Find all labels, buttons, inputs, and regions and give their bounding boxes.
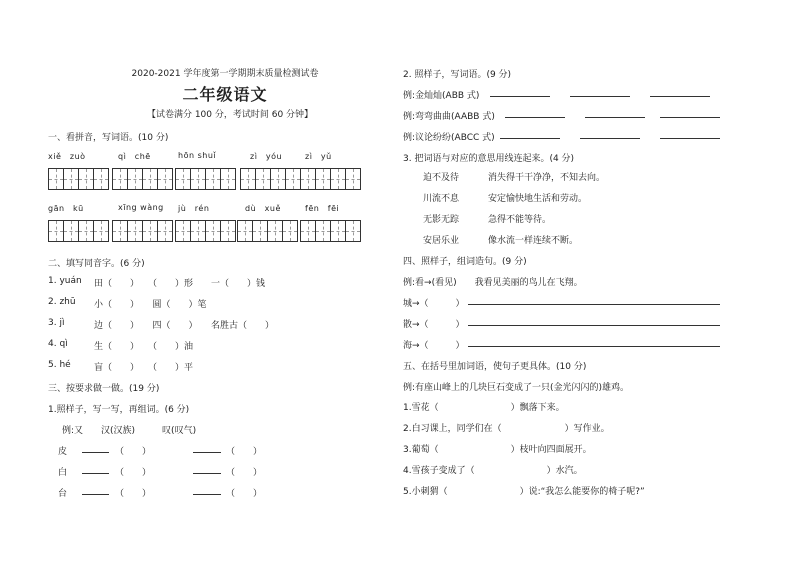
q2-example-1: 例:金灿灿(ABB 式) xyxy=(403,91,480,101)
exam-title: 二年级语文 xyxy=(182,85,268,104)
answer-blank[interactable] xyxy=(490,96,550,97)
homophone-label-1: 1. yuán xyxy=(48,276,82,286)
question1-title: 1.照样子，写一写，再组词。(6 分) xyxy=(48,405,190,415)
s4-item-1[interactable]: 城→（ ） xyxy=(403,299,465,309)
paren-blank[interactable]: （ ） xyxy=(115,489,152,499)
writing-grid[interactable] xyxy=(300,220,361,242)
pinyin-9: dù xuě xyxy=(245,204,281,213)
homophone-row-1[interactable]: 田（ ） （ ）形 一（ ）钱 xyxy=(94,279,266,289)
homophone-row-4[interactable]: 生（ ） （ ）油 xyxy=(94,342,194,352)
pinyin-7: xīng wàng xyxy=(118,203,164,212)
s5-example: 例:有座山峰上的几块巨石变成了一只(金光闪闪的)雄鸡。 xyxy=(403,383,630,393)
meaning-3[interactable]: 急得不能等待。 xyxy=(488,215,552,225)
answer-blank[interactable] xyxy=(660,138,720,139)
sentence-line[interactable] xyxy=(468,346,720,347)
answer-blank[interactable] xyxy=(650,96,710,97)
pinyin-2: qì chē xyxy=(118,152,151,161)
writing-grid[interactable] xyxy=(48,220,109,242)
idiom-4[interactable]: 安居乐业 xyxy=(423,236,460,246)
paren-blank[interactable]: （ ） xyxy=(115,468,152,478)
answer-blank[interactable] xyxy=(82,494,109,495)
homophone-label-5: 5. hé xyxy=(48,360,71,370)
paren-blank[interactable]: （ ） xyxy=(115,447,152,457)
answer-blank[interactable] xyxy=(500,138,560,139)
q2-example-2: 例:弯弯曲曲(AABB 式) xyxy=(403,112,495,122)
s4-item-3[interactable]: 海→（ ） xyxy=(403,341,465,351)
writing-grid[interactable] xyxy=(300,168,361,190)
writing-grid[interactable] xyxy=(240,168,301,190)
s5-item-1[interactable]: 1.雪花（ ）飘落下来。 xyxy=(403,403,565,413)
homophone-row-2[interactable]: 小（ ） 圆（ ）笔 xyxy=(94,300,207,310)
writing-grid[interactable] xyxy=(237,220,298,242)
writing-grid[interactable] xyxy=(112,168,173,190)
pinyin-1: xiě zuò xyxy=(48,152,86,161)
section1-title: 一、看拼音，写词语。(10 分) xyxy=(48,133,169,143)
char-3: 台 xyxy=(58,489,68,499)
homophone-row-3[interactable]: 边（ ） 四（ ） 名胜古（ ） xyxy=(94,321,275,331)
section3-title: 三、按要求做一做。(19 分) xyxy=(48,384,160,394)
sentence-line[interactable] xyxy=(468,304,720,305)
char-2: 白 xyxy=(58,468,68,478)
s4-item-2[interactable]: 散→（ ） xyxy=(403,320,465,330)
q1-example: 例:又 汉(汉族) 叹(叹气) xyxy=(62,426,197,436)
pinyin-8: jù rén xyxy=(178,204,210,213)
s5-item-5[interactable]: 5.小刺猬（ ）说:“我怎么能要你的椅子呢?” xyxy=(403,487,645,497)
sentence-line[interactable] xyxy=(468,325,720,326)
s5-item-3[interactable]: 3.葡萄（ ）枝叶向四面展开。 xyxy=(403,445,592,455)
writing-grid[interactable] xyxy=(112,220,173,242)
s5-item-4[interactable]: 4.雪孩子变成了（ ）水汽。 xyxy=(403,466,583,476)
answer-blank[interactable] xyxy=(82,473,109,474)
meaning-2[interactable]: 安定愉快地生活和劳动。 xyxy=(488,194,588,204)
pinyin-5: zì yǔ xyxy=(305,152,332,161)
meaning-1[interactable]: 消失得干干净净，不知去向。 xyxy=(488,173,606,183)
s4-example: 例:看→(看见) 我看见美丽的鸟儿在飞翔。 xyxy=(403,278,583,288)
homophone-label-4: 4. qì xyxy=(48,339,68,349)
idiom-1[interactable]: 迫不及待 xyxy=(423,173,460,183)
question3-title: 3. 把词语与对应的意思用线连起来。(4 分) xyxy=(403,154,575,164)
idiom-2[interactable]: 川流不息 xyxy=(423,194,460,204)
pinyin-3: hōn shuǐ xyxy=(178,151,217,160)
exam-header: 2020-2021 学年度第一学期期末质量检测试卷 xyxy=(131,69,319,79)
section5-title: 五、在括号里加词语，使句子更具体。(10 分) xyxy=(403,362,587,372)
pinyin-6: gān kū xyxy=(48,204,84,213)
answer-blank[interactable] xyxy=(585,117,645,118)
answer-blank[interactable] xyxy=(82,452,109,453)
paren-blank[interactable]: （ ） xyxy=(226,489,263,499)
writing-grid[interactable] xyxy=(175,220,236,242)
answer-blank[interactable] xyxy=(580,138,640,139)
writing-grid[interactable] xyxy=(175,168,236,190)
s5-item-2[interactable]: 2.白习课上，同学们在（ ）写作业。 xyxy=(403,424,610,434)
exam-info: 【试卷满分 100 分，考试时间 60 分钟】 xyxy=(146,110,314,120)
answer-blank[interactable] xyxy=(193,473,221,474)
answer-blank[interactable] xyxy=(660,117,720,118)
homophone-row-5[interactable]: 盲（ ） （ ）平 xyxy=(94,363,194,373)
meaning-4[interactable]: 像水流一样连续不断。 xyxy=(488,236,579,246)
section4-title: 四、照样子，组词造句。(9 分) xyxy=(403,257,527,267)
writing-grid[interactable] xyxy=(48,168,109,190)
idiom-3[interactable]: 无影无踪 xyxy=(423,215,460,225)
pinyin-4: zì yóu xyxy=(250,152,283,161)
pinyin-10: fēn fēi xyxy=(305,204,340,213)
answer-blank[interactable] xyxy=(193,452,221,453)
answer-blank[interactable] xyxy=(505,117,565,118)
paren-blank[interactable]: （ ） xyxy=(226,447,263,457)
q2-example-3: 例:议论纷纷(ABCC 式) xyxy=(403,133,495,143)
answer-blank[interactable] xyxy=(570,96,630,97)
paren-blank[interactable]: （ ） xyxy=(226,468,263,478)
question2-title: 2. 照样子，写词语。(9 分) xyxy=(403,70,512,80)
homophone-label-3: 3. jì xyxy=(48,318,65,328)
section2-title: 二、填写同音字。(6 分) xyxy=(48,259,145,269)
homophone-label-2: 2. zhū xyxy=(48,297,76,307)
answer-blank[interactable] xyxy=(193,494,221,495)
char-1: 皮 xyxy=(58,447,68,457)
